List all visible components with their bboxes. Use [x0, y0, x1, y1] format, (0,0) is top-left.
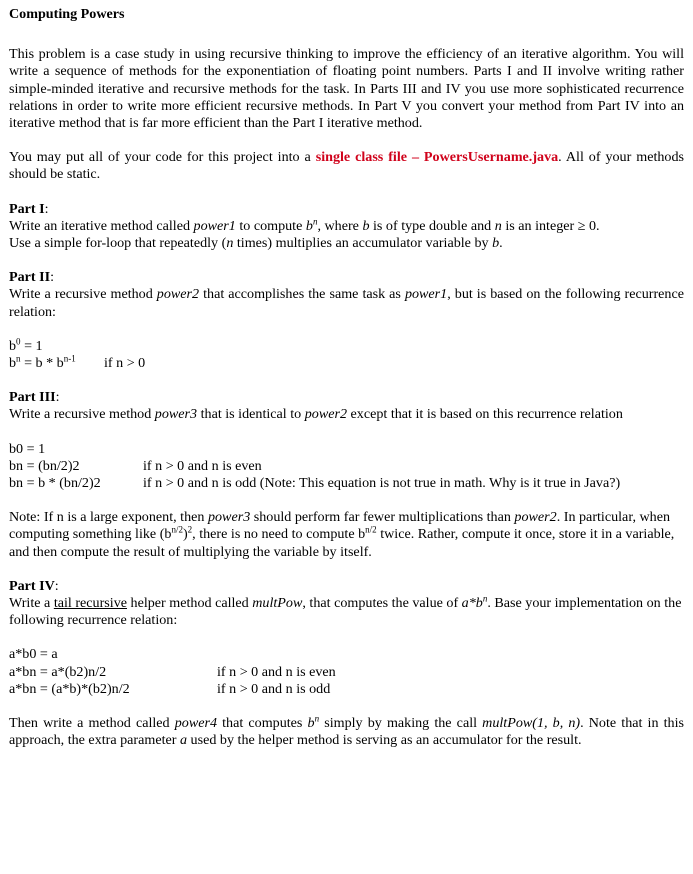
part3-relation-row: b0 = 1	[9, 440, 46, 457]
part4-relation-row: a*bn = (a*b)*(b2)n/2 if n > 0 and n is odd	[9, 680, 331, 697]
part4-text: Write a tail recursive helper method called multPow, that computes the value of $a*b^n$. Base your implementation on the following recurrence relation:	[9, 593, 682, 629]
method-power3: power3	[154, 406, 198, 423]
part4-closing: Then write a method called power4 that computes $b^n$ simply by making the call multPow(1, b, n). Note that in this approach, the extra parameter a used by the helper method is serving as an accumulator for the result.	[9, 713, 684, 749]
part1-heading: Part I:	[9, 200, 49, 217]
part3-text: Write a recursive method power3 that is identical to power2 except that it is based on this recurrence relation	[9, 406, 623, 423]
intro-paragraph: This problem is a case study in using recursive thinking to improve the efficiency of an iterative algorithm. You will write a sequence of methods for the exponentiation of floating point numbers. Parts I and II involve writing rather simple-minded iterative and recursive methods for the task. In Parts III and IV you use more sophisticated recurrence relations in order to write more efficient recursive methods. In Part V you convert your method from Part IV into an iterative method that is far more efficient than the Part I iterative method.	[9, 46, 684, 132]
part2-heading: Part II:	[9, 269, 55, 286]
page-title: Computing Powers	[9, 6, 125, 22]
part1-line1: Write an iterative method called power1 to compute $b^n$, where b is of type double and n is an integer ≥ 0.	[9, 216, 600, 234]
part3-relation-row: bn = (bn/2)2 if n > 0 and n is even	[9, 457, 262, 474]
part4-heading: Part IV:	[9, 577, 59, 594]
part4-relation-row: a*b0 = a	[9, 646, 58, 663]
class-file-highlight: single class file – PowersUsername.java	[315, 149, 559, 166]
part3-relation-row: bn = b * (bn/2)2 if n > 0 and n is odd (Note: This equation is not true in math. Why is it true in Java?)	[9, 475, 621, 492]
part2-equation-base: $b^0 = 1$	[9, 336, 43, 354]
method-power4: power4	[174, 715, 218, 732]
class-note-after: . All of your methods should be static.	[9, 149, 684, 183]
part3-heading: Part III:	[9, 389, 60, 406]
method-power2: power2	[156, 286, 200, 303]
class-file-note	[9, 149, 684, 183]
part2-equation-recursive: $b^n = b * b^{n-1}$ if n > 0	[9, 353, 146, 372]
method-power1: power1	[193, 217, 236, 234]
part1-line2: Use a simple for-loop that repeatedly (n times) multiplies an accumulator variable by b.	[9, 235, 503, 252]
part2-text: Write a recursive method power2 that accomplishes the same task as power1, but is based on the following recurrence relation:	[9, 286, 684, 320]
method-multpow: multPow	[252, 595, 303, 612]
part4-relation-row: a*bn = a*(b2)n/2 if n > 0 and n is even	[9, 663, 336, 680]
class-note-before: You may put all of your code for this project into a	[9, 149, 316, 166]
part3-note: Note: If n is a large exponent, then power3 should perform far fewer multiplications than power2. In particular, when computing something like $(b^{n/2})^2$, there is no need to compute $b^{n/2}$ twice. Rather, compute it once, store it in a variable, and then compute the result of multiplying the variable by itself.	[9, 509, 675, 560]
